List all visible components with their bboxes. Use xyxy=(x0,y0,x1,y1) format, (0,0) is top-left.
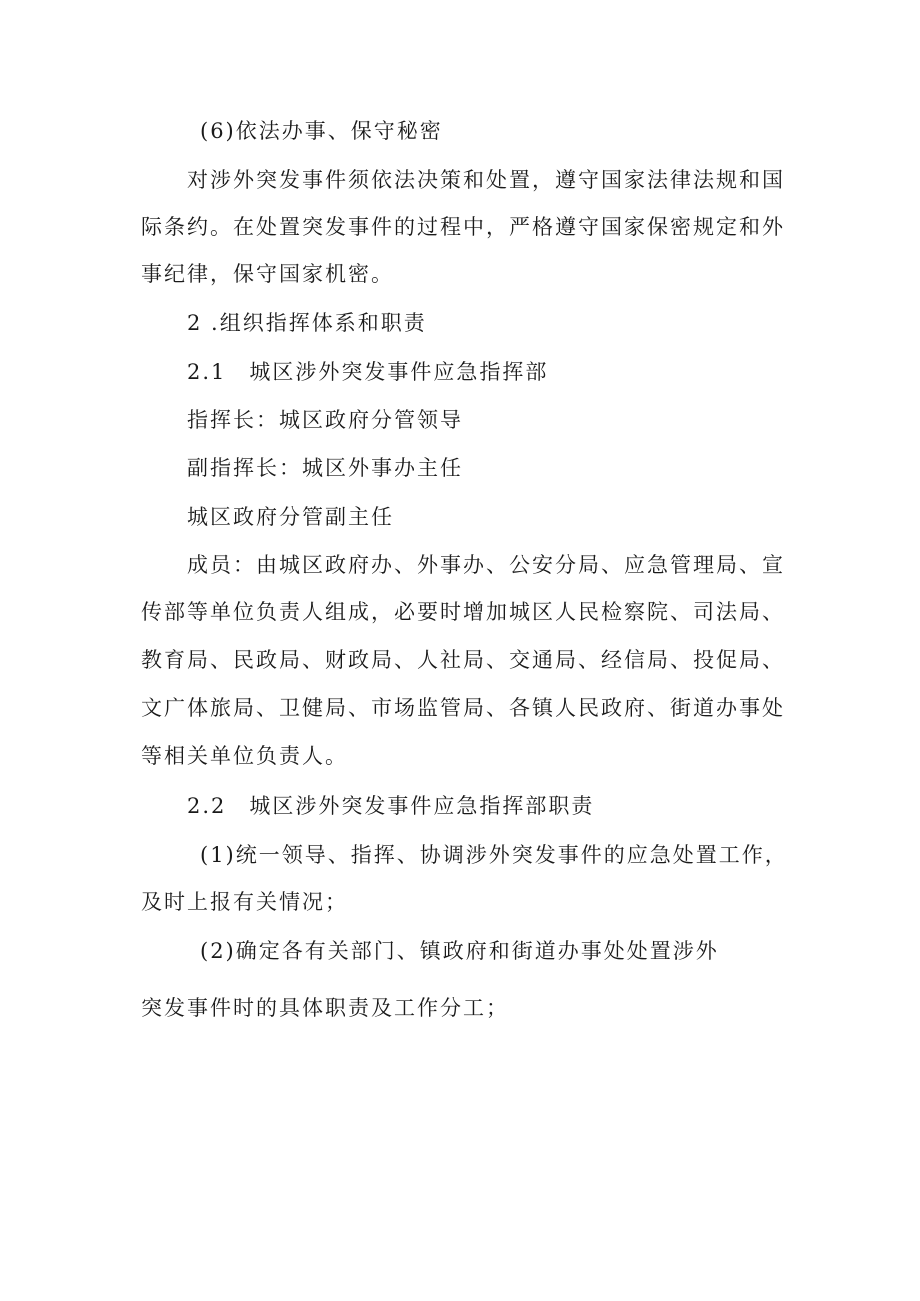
members-paragraph-line: 文广体旅局、卫健局、市场监管局、各镇人民政府、街道办事处 xyxy=(141,696,785,720)
paragraph-line: 对涉外突发事件须依法决策和处置，遵守国家法律法规和国 xyxy=(187,168,785,192)
duty-2-line: (2)确定各有关部门、镇政府和街道办事处处置涉外 xyxy=(200,939,719,963)
members-paragraph-line: 传部等单位负责人组成，必要时增加城区人民检察院、司法局、 xyxy=(141,600,785,624)
subsection-heading-2-2: 2.2 城区涉外突发事件应急指挥部职责 xyxy=(187,794,595,818)
commander-line: 指挥长：城区政府分管领导 xyxy=(187,408,463,432)
subsection-heading-2-1: 2.1 城区涉外突发事件应急指挥部 xyxy=(187,360,549,384)
duty-2-line: 突发事件时的具体职责及工作分工； xyxy=(141,996,509,1020)
duty-1-line: 及时上报有关情况； xyxy=(141,890,348,914)
members-paragraph-line: 等相关单位负责人。 xyxy=(141,744,348,768)
duty-1-line: (1)统一领导、指挥、协调涉外突发事件的应急处置工作， xyxy=(200,843,788,867)
deputy-commander-line-2: 城区政府分管副主任 xyxy=(187,505,394,529)
deputy-commander-line: 副指挥长：城区外事办主任 xyxy=(187,456,463,480)
section-heading-2: 2 .组织指挥体系和职责 xyxy=(187,311,427,335)
paragraph-line: 事纪律，保守国家机密。 xyxy=(141,262,394,286)
heading-principle-6: (6)依法办事、保守秘密 xyxy=(200,119,443,143)
members-paragraph-line: 教育局、民政局、财政局、人社局、交通局、经信局、投促局、 xyxy=(141,648,785,672)
paragraph-line: 际条约。在处置突发事件的过程中，严格遵守国家保密规定和外 xyxy=(141,215,785,239)
members-paragraph-line: 成员：由城区政府办、外事办、公安分局、应急管理局、宣 xyxy=(187,553,785,577)
